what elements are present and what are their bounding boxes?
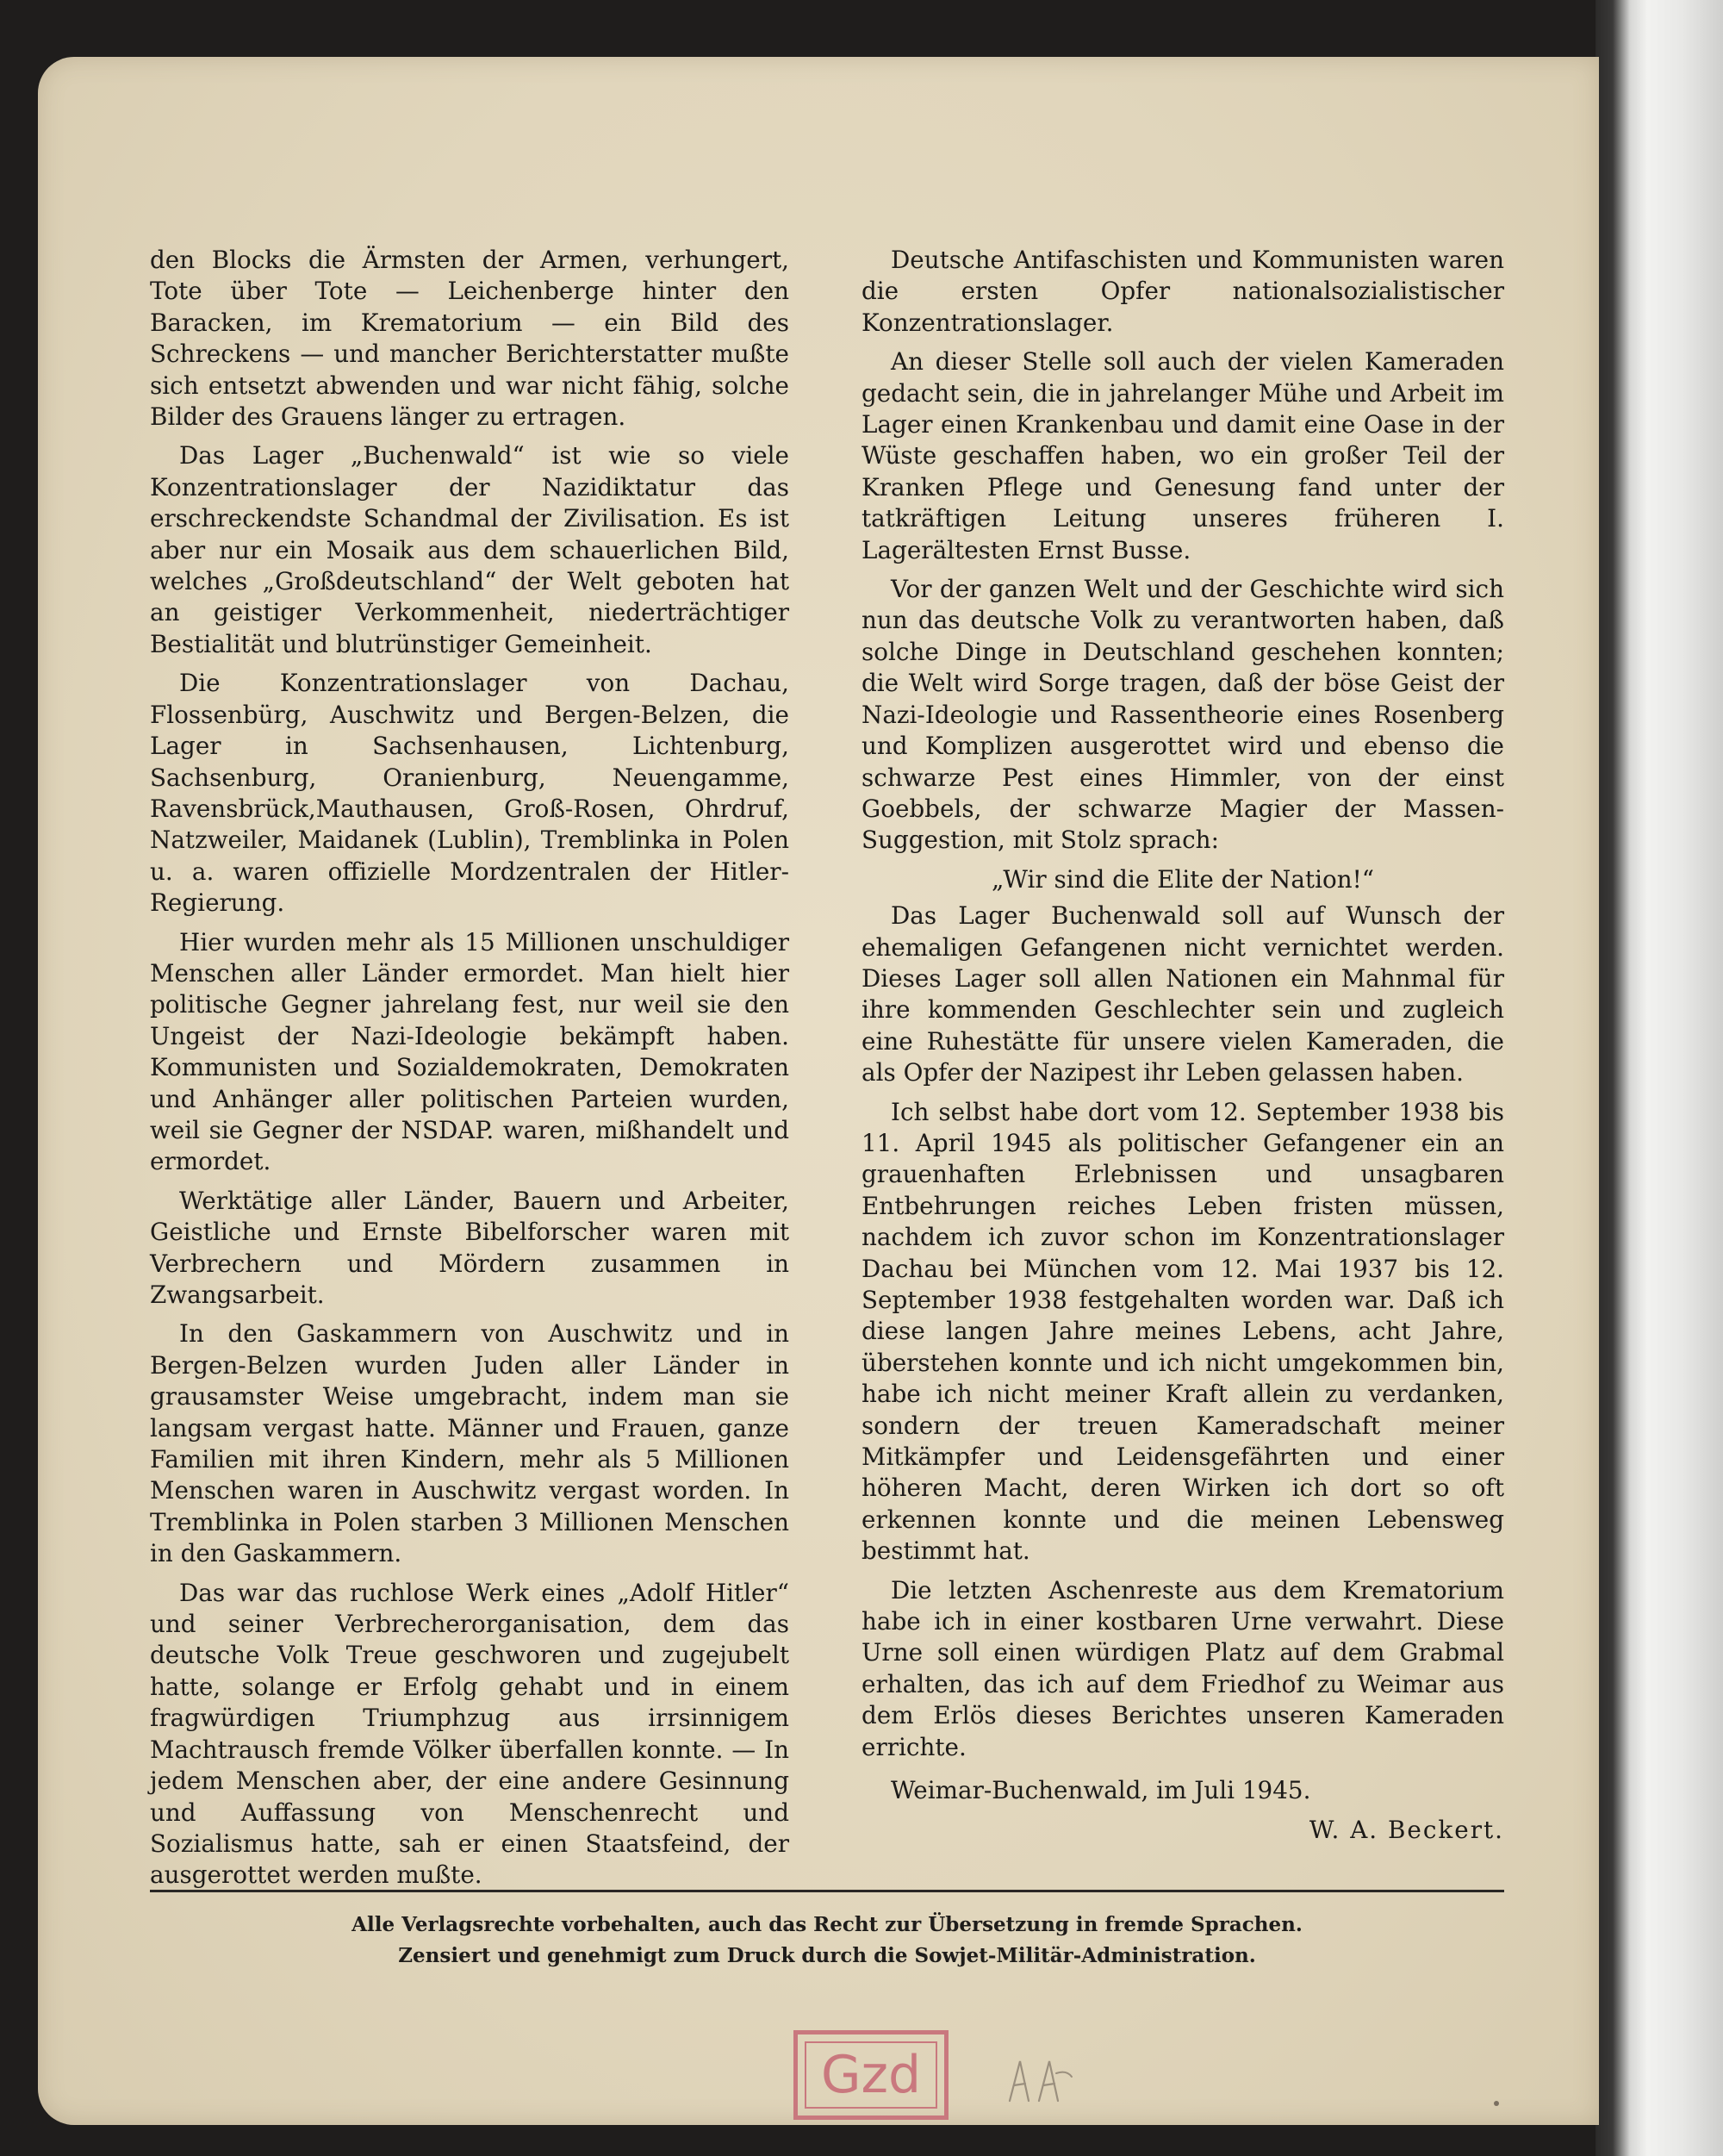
paragraph: Das Lager „Buchenwald“ ist wie so viele Konzentrationslager der Nazidiktatur das erschreckendste Schandmal der Zivilisation. Es ist aber nur ein Mosaik aus dem schauerlichen Bild, welches „Großdeutschland“ der Welt geboten hat an geistiger Verkommenheit, niederträchtiger Bestialität und blutrünstiger Gemeinheit.: [150, 441, 789, 658]
paragraph: Die letzten Aschenreste aus dem Krematorium habe ich in einer kostbaren Urne verwahrt. Diese Urne soll einen würdigen Platz auf dem Grabmal erhalten, das ich auf dem Friedhof zu Weimar aus dem Erlös dieses Berichtes unseren Kameraden errichte.: [862, 1575, 1504, 1761]
paragraph: Deutsche Antifaschisten und Kommunisten waren die ersten Opfer nationalsozialistischer Konzentrationslager.: [862, 246, 1504, 337]
signature: W. A. Beckert.: [1309, 1815, 1504, 1844]
paragraph: Werktätige aller Länder, Bauern und Arbeiter, Geistliche und Ernste Bibelforscher waren mit Verbrechern und Mördern zusammen in Zwangsarbeit.: [150, 1186, 789, 1309]
speck: [1494, 2101, 1499, 2106]
copyright-line: Alle Verlagsrechte vorbehalten, auch das Recht zur Übersetzung in fremde Sprachen.: [351, 1913, 1303, 1936]
footer-rule: [150, 1890, 1504, 1892]
place-date: Weimar-Buchenwald, im Juli 1945.: [891, 1776, 1311, 1805]
paragraph: An dieser Stelle soll auch der vielen Kameraden gedacht sein, die in jahrelanger Mühe und Arbeit im Lager einen Krankenbau und damit eine Oase in der Wüste geschaffen haben, wo ein großer Teil der Kranken Pflege und Genesung fand unter der tatkräftigen Leitung unseres früheren I. Lagerältesten Ernst Busse.: [862, 347, 1504, 564]
stamp-text: Gzd: [805, 2041, 937, 2109]
censorship-line: Zensiert und genehmigt zum Druck durch die Sowjet-Militär-Administration.: [398, 1944, 1256, 1967]
paragraph: den Blocks die Ärmsten der Armen, verhungert, Tote über Tote — Leichenberge hinter den Baracken, im Krematorium — ein Bild des Schreckens — und mancher Berichterstatter mußte sich entsetzt abwenden und war nicht fähig, solche Bilder des Grauens länger zu ertragen.: [150, 246, 789, 432]
library-stamp: [793, 2030, 949, 2120]
footer: [150, 1910, 1504, 1972]
paragraph: Ich selbst habe dort vom 12. September 1938 bis 11. April 1945 als politischer Gefangener ein an grauenhaften Erlebnissen und unsagbaren Entbehrungen reiches Leben fristen müssen, nachdem ich zuvor schon im Konzentrationslager Dachau bei München vom 12. Mai 1937 bis 12. September 1938 festgehalten worden war. Daß ich diese langen Jahre meines Lebens, acht Jahre, überstehen konnte und ich nicht umgekommen bin, habe ich nicht meiner Kraft allein zu verdanken, sondern der treuen Kameradschaft meiner Mitkämpfer und Leidensgefährten und einer höheren Macht, deren Wirken ich dort so oft erkennen konnte und die meinen Lebensweg bestimmt hat.: [862, 1097, 1504, 1566]
paragraph: Das Lager Buchenwald soll auf Wunsch der ehemaligen Gefangenen nicht vernichtet werden. Dieses Lager soll allen Nationen ein Mahnmal für ihre kommenden Geschlechter sein und zugleich eine Ruhestätte für unsere vielen Kameraden, die als Opfer der Nazipest ihr Leben gelassen haben.: [862, 901, 1504, 1087]
paragraph: Hier wurden mehr als 15 Millionen unschuldiger Menschen aller Länder ermordet. Man hielt hier politische Gegner jahrelang fest, nur weil sie den Ungeist der Nazi-Ideologie bekämpft haben. Kommunisten und Sozialdemokraten, Demokraten und Anhänger aller politischen Parteien wurden, weil sie Gegner der NSDAP. waren, mißhandelt und ermordet.: [150, 927, 789, 1176]
document-page: [38, 57, 1599, 2125]
book-edge: [1595, 0, 1723, 2156]
left-column: [150, 245, 789, 1899]
right-column: [862, 245, 1504, 1854]
paragraph: Vor der ganzen Welt und der Geschichte wird sich nun das deutsche Volk zu verantworten haben, daß solche Dinge in Deutschland geschehen konnten; die Welt wird Sorge tragen, daß der böse Geist der Nazi-Ideologie und Rassentheorie eines Rosenberg und Komplizen ausgerottet wird und ebenso die schwarze Pest eines Himmler, von der einst Goebbels, der schwarze Magier der Massen-Suggestion, mit Stolz sprach:: [862, 575, 1504, 855]
quote: „Wir sind die Elite der Nation!“: [991, 864, 1375, 894]
paragraph: Die Konzentrationslager von Dachau, Flossenbürg, Auschwitz und Bergen-Belzen, die Lager in Sachsenhausen, Lichtenburg, Sachsenburg, Oranienburg, Neuengamme, Ravensbrück,Mauthausen, Groß-Rosen, Ohrdruf, Natzweiler, Maidanek (Lublin), Tremblinka in Polen u. a. waren offizielle Mordzentralen der Hitler-Regierung.: [150, 669, 789, 918]
paragraph: Das war das ruchlose Werk eines „Adolf Hitler“ und seiner Verbrecherorganisation, dem das deutsche Volk Treue geschworen und zugejubelt hatte, solange er Erfolg gehabt und in einem fragwürdigen Triumphzug aus irrsinnigem Machtrausch fremde Völker überfallen konnte. — In jedem Menschen aber, der eine andere Gesinnung und Auffassung von Menschenrecht und Sozialismus hatte, sah er einen Staatsfeind, der ausgerottet werden mußte.: [150, 1578, 789, 1890]
paragraph: In den Gaskammern von Auschwitz und in Bergen-Belzen wurden Juden aller Länder in grausamster Weise umgebracht, indem man sie langsam vergast hatte. Männer und Frauen, ganze Familien mit ihren Kindern, mehr als 5 Millionen Menschen waren in Auschwitz vergast worden. In Tremblinka in Polen starben 3 Millionen Menschen in den Gaskammern.: [150, 1319, 789, 1568]
handwritten-note-icon: [1006, 2054, 1075, 2106]
